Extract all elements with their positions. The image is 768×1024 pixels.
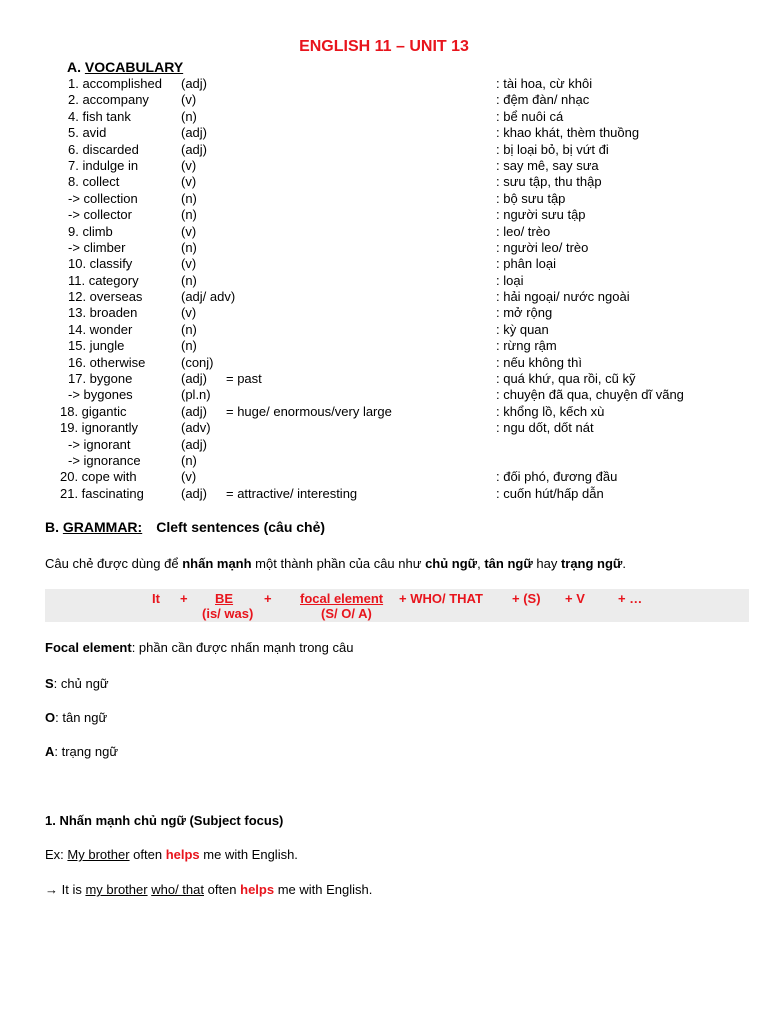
result-subject: my brother: [85, 882, 148, 897]
vocab-part-of-speech: (n): [181, 207, 197, 223]
vocab-part-of-speech: (n): [181, 239, 197, 255]
vocab-row: [0, 355, 768, 371]
vocab-term: -> bygones: [68, 387, 133, 403]
vocab-meaning: : đệm đàn/ nhạc: [496, 92, 590, 108]
vocab-part-of-speech: (adj): [181, 125, 208, 141]
vocab-part-of-speech: (n): [181, 108, 197, 124]
vocab-row: [0, 453, 768, 469]
vocab-row: [0, 191, 768, 207]
vocab-term: 16. otherwise: [68, 354, 146, 370]
intro-text: Câu chẻ được dùng để: [45, 556, 183, 571]
vocab-row: [0, 469, 768, 485]
vocab-row: [0, 404, 768, 420]
formula-box: [45, 589, 749, 622]
vocab-meaning: : mở rộng: [496, 305, 553, 321]
vocab-meaning: : ngu dốt, dốt nát: [496, 420, 594, 436]
section-b-topic: Cleft sentences (câu chẻ): [156, 519, 326, 535]
formula-be-forms: (is/ was): [202, 606, 254, 621]
vocab-meaning: : bể nuôi cá: [496, 108, 564, 124]
definition-text: : chủ ngữ: [53, 676, 109, 691]
intro-bold-object: tân ngữ: [484, 556, 533, 571]
vocab-row: [0, 174, 768, 190]
vocab-synonym: = attractive/ interesting: [226, 485, 358, 501]
vocab-part-of-speech: (v): [181, 223, 197, 239]
vocab-term: -> ignorant: [68, 436, 131, 452]
vocab-term: 4. fish tank: [68, 108, 131, 124]
formula-plus: +: [264, 591, 272, 606]
intro-text: hay: [532, 556, 561, 571]
vocab-term: 21. fascinating: [60, 485, 144, 501]
vocab-row: [0, 109, 768, 125]
vocab-term: 1. accomplished: [68, 76, 162, 91]
vocab-part-of-speech: (adj): [181, 371, 208, 387]
vocab-row: [0, 289, 768, 305]
definition-term: Focal element: [45, 640, 132, 655]
definition-text: : phần cần được nhấn mạnh trong câu: [131, 640, 354, 655]
example-text: me with English.: [199, 847, 298, 862]
vocab-part-of-speech: (n): [181, 272, 197, 288]
page-title: ENGLISH 11 – UNIT 13: [299, 38, 469, 55]
vocab-row: [0, 387, 768, 403]
example-subject: My brother: [67, 847, 130, 862]
vocab-row: [0, 273, 768, 289]
intro-text: một thành phần của câu như: [251, 556, 426, 571]
intro-bold-emphasis: nhấn mạnh: [182, 556, 252, 571]
vocab-meaning: : quá khứ, qua rồi, cũ kỹ: [496, 371, 636, 387]
grammar-intro: [45, 556, 626, 571]
vocab-term: 5. avid: [68, 125, 107, 141]
vocab-term: 18. gigantic: [60, 403, 127, 419]
example-sentence: [45, 847, 298, 862]
vocab-row: [0, 240, 768, 256]
vocab-meaning: : người sưu tập: [496, 207, 586, 223]
formula-focal-element: focal element: [300, 591, 384, 606]
vocab-meaning: : đối phó, đương đầu: [496, 469, 618, 485]
vocab-part-of-speech: (v): [181, 174, 197, 190]
vocab-meaning: : say mê, say sưa: [496, 157, 599, 173]
vocab-term: -> collection: [68, 190, 138, 206]
example-label: Ex:: [45, 847, 68, 862]
intro-text: ,: [477, 556, 485, 571]
definition-s: [45, 676, 109, 691]
vocab-row: [0, 305, 768, 321]
vocab-meaning: : sưu tập, thu thập: [496, 174, 602, 190]
vocab-part-of-speech: (adv): [181, 420, 211, 436]
vocab-term: 19. ignorantly: [60, 420, 139, 436]
vocab-part-of-speech: (n): [181, 321, 197, 337]
vocab-part-of-speech: (v): [181, 305, 197, 321]
vocab-meaning: : cuốn hút/hấp dẫn: [496, 485, 604, 501]
vocab-row: [0, 142, 768, 158]
vocab-part-of-speech: (adj): [181, 76, 208, 91]
vocab-term: 12. overseas: [68, 289, 143, 305]
formula-it: It: [152, 591, 160, 606]
section-a-title: VOCABULARY: [84, 59, 184, 75]
example-text: often: [129, 847, 166, 862]
vocab-term: 13. broaden: [68, 305, 138, 321]
vocab-meaning: : khổng lồ, kếch xù: [496, 403, 605, 419]
vocab-term: 20. cope with: [60, 469, 137, 485]
vocab-part-of-speech: (n): [181, 338, 197, 354]
vocab-term: 10. classify: [68, 256, 133, 272]
result-who-that: who/ that: [151, 882, 204, 897]
vocab-meaning: : tài hoa, cừ khôi: [496, 76, 593, 91]
definition-focal: [45, 640, 353, 655]
vocab-row: [0, 158, 768, 174]
vocab-part-of-speech: (adj): [181, 436, 208, 452]
vocab-part-of-speech: (v): [181, 157, 197, 173]
result-prefix: → It is: [45, 882, 86, 897]
vocab-term: 2. accompany: [68, 92, 149, 108]
vocab-row: [0, 338, 768, 354]
formula-be: BE: [215, 591, 234, 606]
formula-who-that: + WHO/ THAT: [399, 591, 483, 606]
vocab-meaning: : hải ngoại/ nước ngoài: [496, 289, 630, 305]
vocab-synonym: = huge/ enormous/very large: [226, 403, 392, 419]
vocab-part-of-speech: (n): [181, 452, 197, 468]
result-verb: helps: [240, 882, 275, 897]
vocab-row: [0, 322, 768, 338]
definition-term: A: [45, 744, 55, 759]
definition-text: : tân ngữ: [55, 710, 108, 725]
vocab-term: 8. collect: [68, 174, 120, 190]
vocab-meaning: : chuyện đã qua, chuyện dĩ vãng: [496, 387, 684, 403]
intro-bold-subject: chủ ngữ: [425, 556, 478, 571]
vocab-term: 6. discarded: [68, 141, 139, 157]
vocab-row: [0, 92, 768, 108]
vocab-meaning: : phân loại: [496, 256, 556, 272]
vocab-row: [0, 76, 768, 92]
vocab-part-of-speech: (adj): [181, 485, 208, 501]
vocab-part-of-speech: (conj): [181, 354, 214, 370]
vocab-term: -> ignorance: [68, 452, 141, 468]
section-a-letter: A.: [67, 59, 81, 75]
vocab-part-of-speech: (v): [181, 92, 197, 108]
vocab-row: [0, 224, 768, 240]
vocab-row: [0, 207, 768, 223]
vocab-meaning: : leo/ trèo: [496, 223, 551, 239]
vocab-meaning: : nếu không thì: [496, 354, 583, 370]
definition-term: O: [45, 710, 56, 725]
formula-verb: + V: [565, 591, 585, 606]
definition-text: : trạng ngữ: [54, 744, 119, 759]
vocab-row: [0, 125, 768, 141]
vocab-meaning: : người leo/ trèo: [496, 239, 589, 255]
subject-focus-heading: 1. Nhấn mạnh chủ ngữ (Subject focus): [45, 813, 284, 828]
vocab-meaning: : loại: [496, 272, 524, 288]
vocab-part-of-speech: (n): [181, 190, 197, 206]
vocab-term: 7. indulge in: [68, 157, 139, 173]
vocab-term: 9. climb: [68, 223, 113, 239]
vocab-meaning: : bị loại bỏ, bị vứt đi: [496, 141, 609, 157]
result-text: me with English.: [274, 882, 373, 897]
vocab-meaning: : bộ sưu tập: [496, 190, 566, 206]
vocab-part-of-speech: (adj): [181, 141, 208, 157]
vocab-term: -> collector: [68, 207, 132, 223]
vocab-part-of-speech: (v): [181, 256, 197, 272]
section-b-title: GRAMMAR:: [62, 519, 143, 535]
section-b-heading: [45, 519, 325, 535]
formula-rest: + …: [618, 591, 643, 606]
section-b-letter: B.: [45, 519, 59, 535]
definition-term: S: [45, 676, 54, 691]
definition-o: [45, 710, 107, 725]
example-verb: helps: [165, 847, 200, 862]
vocab-meaning: : rừng rậm: [496, 338, 557, 354]
vocab-part-of-speech: (v): [181, 469, 197, 485]
vocab-row: [0, 420, 768, 436]
formula-plus: +: [180, 591, 188, 606]
result-text: often: [203, 882, 241, 897]
intro-text: .: [622, 556, 626, 571]
vocab-row: [0, 486, 768, 502]
vocabulary-list: [0, 76, 768, 502]
vocab-term: 14. wonder: [68, 321, 133, 337]
vocab-term: -> climber: [68, 239, 126, 255]
section-a-heading: [67, 59, 183, 75]
vocab-row: [0, 256, 768, 272]
vocab-meaning: : kỳ quan: [496, 321, 549, 337]
intro-bold-adverbial: trạng ngữ: [560, 556, 623, 571]
vocab-term: 11. category: [68, 272, 139, 288]
definition-a: [45, 744, 118, 759]
vocab-part-of-speech: (pl.n): [181, 387, 211, 403]
formula-focal-types: (S/ O/ A): [321, 606, 372, 621]
vocab-meaning: : khao khát, thèm thuồng: [496, 125, 640, 141]
vocab-term: 15. jungle: [68, 338, 125, 354]
vocab-part-of-speech: (adj/ adv): [181, 289, 236, 305]
vocab-synonym: = past: [226, 371, 262, 387]
cleft-result-sentence: [45, 882, 372, 897]
vocab-row: [0, 437, 768, 453]
vocab-term: 17. bygone: [68, 371, 133, 387]
vocab-part-of-speech: (adj): [181, 403, 208, 419]
formula-subject: + (S): [512, 591, 541, 606]
vocab-row: [0, 371, 768, 387]
